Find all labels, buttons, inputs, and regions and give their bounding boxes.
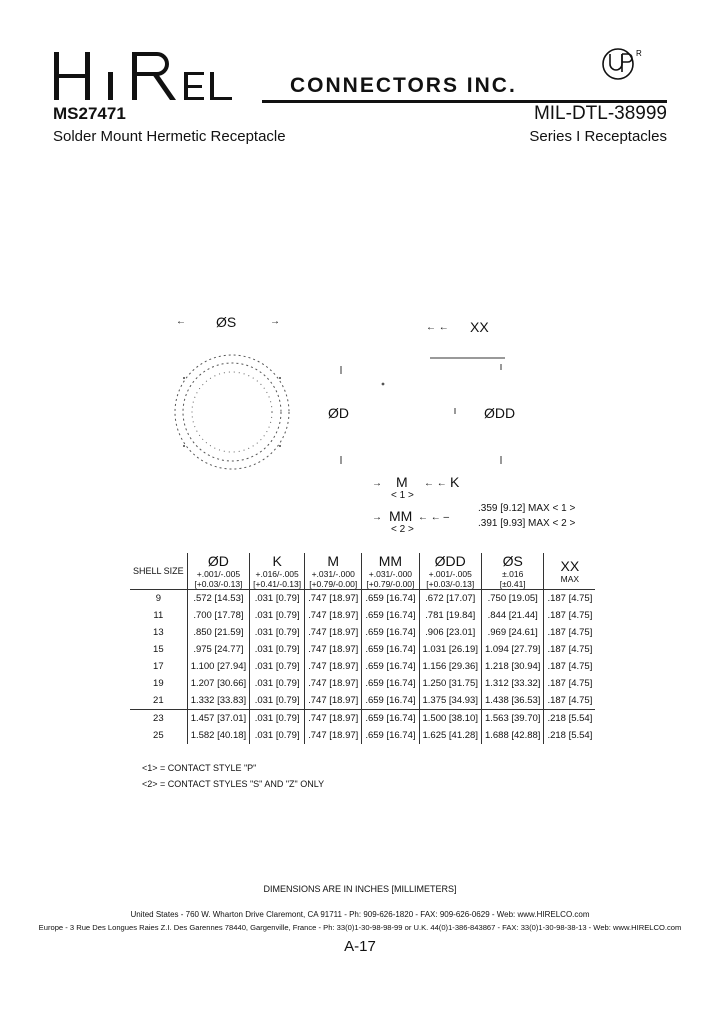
dimension-cell: 1.031 [26.19] — [419, 641, 481, 658]
dimension-cell: .700 [17.78] — [187, 607, 249, 624]
dimension-cell: 1.582 [40.18] — [187, 727, 249, 744]
series-label: Series I Receptacles — [529, 128, 667, 145]
table-body — [130, 590, 595, 745]
dimension-cell: .187 [4.75] — [547, 627, 593, 638]
dimension-cell: .747 [18.97] — [305, 727, 362, 744]
dim-mm-label: MM — [389, 508, 413, 524]
company-name: CONNECTORS INC. — [290, 74, 517, 97]
dim-mm-arrow-right: ← ← – — [418, 512, 450, 523]
dimension-cell: .844 [21.44] — [481, 607, 543, 624]
shell-size-cell: 25 — [130, 727, 187, 744]
dim-m-arrow: → — [372, 478, 382, 489]
dim-s-arrow-right: → — [270, 316, 280, 327]
dimension-cell: .031 [0.79] — [250, 658, 305, 675]
dim-k-arrow: ← ← — [424, 478, 447, 489]
table-row — [130, 590, 595, 608]
dimension-cell: .659 [16.74] — [362, 727, 419, 744]
dimension-cell: 1.094 [27.79] — [481, 641, 543, 658]
dimension-cell: .975 [24.77] — [187, 641, 249, 658]
table-row — [130, 692, 595, 710]
col-header-s: ØS ±.016 [±0.41] — [481, 553, 543, 590]
dimension-cell: .187 [4.75] — [547, 678, 593, 689]
ul-recognition-icon — [600, 44, 642, 93]
dimension-cell: .031 [0.79] — [250, 710, 305, 728]
shell-size-cell: 19 — [130, 675, 187, 692]
dim-mm-arrow: → — [372, 512, 382, 523]
dimension-cell: .187 [4.75] — [547, 644, 593, 655]
table-row — [130, 641, 595, 658]
spec-number: MIL-DTL-38999 — [533, 103, 667, 124]
col-header-mm: MM +.031/-.000 [+0.79/-0.00] — [362, 553, 419, 590]
dimension-cell: 1.625 [41.28] — [419, 727, 481, 744]
dim-s-label: ØS — [216, 314, 237, 330]
col-header-k: K +.016/-.005 [+0.41/-0.13] — [250, 553, 305, 590]
dimension-cell: .031 [0.79] — [250, 590, 305, 608]
dimension-cell: .659 [16.74] — [362, 590, 419, 608]
dimension-cell: .747 [18.97] — [305, 624, 362, 641]
dim-max-2: .391 [9.93] MAX < 2 > — [478, 518, 576, 529]
dimension-cell: .747 [18.97] — [305, 641, 362, 658]
dimension-cell: 1.250 [31.75] — [419, 675, 481, 692]
shell-size-cell: 23 — [130, 710, 187, 728]
dimension-cell: .031 [0.79] — [250, 692, 305, 710]
dimension-cell: .747 [18.97] — [305, 710, 362, 728]
page-number: A-17 — [344, 938, 376, 955]
table-row — [130, 624, 595, 641]
us-contact: United States - 760 W. Wharton Drive Claremont, CA 91711 - Ph: 909-626-1820 - FAX: 909-626-0629 - Web: www.HIRELCO.com — [130, 910, 590, 919]
table-row — [130, 607, 595, 624]
dim-xx-arrow: ← ← — [426, 322, 449, 333]
svg-text:R: R — [636, 49, 642, 58]
dimension-cell: .031 [0.79] — [250, 641, 305, 658]
dimension-cell: .659 [16.74] — [362, 710, 419, 728]
shell-size-cell: 13 — [130, 624, 187, 641]
dimension-cell: .031 [0.79] — [250, 607, 305, 624]
shell-size-cell: 11 — [130, 607, 187, 624]
col-header-m: M +.031/-.000 [+0.79/-0.00] — [305, 553, 362, 590]
units-note: DIMENSIONS ARE IN INCHES [MILLIMETERS] — [263, 884, 457, 894]
hirel-logo-graphic — [52, 44, 262, 104]
note-2: <2> = CONTACT STYLES "S" AND "Z" ONLY — [142, 779, 325, 789]
col-header-xx: XX MAX — [544, 553, 595, 590]
part-description: Solder Mount Hermetic Receptacle — [53, 128, 286, 145]
dimension-cell: .747 [18.97] — [305, 607, 362, 624]
dim-max-1: .359 [9.12] MAX < 1 > — [478, 503, 576, 514]
dimension-cell: .187 [4.75] — [547, 610, 593, 621]
dimension-cell: 1.100 [27.94] — [187, 658, 249, 675]
dimension-cell: .187 [4.75] — [547, 695, 593, 706]
dimension-cell: 1.332 [33.83] — [187, 692, 249, 710]
dimension-cell: .031 [0.79] — [250, 727, 305, 744]
dimension-cell: .218 [5.54] — [544, 710, 595, 728]
table-row — [130, 658, 595, 675]
dimension-cell: .659 [16.74] — [362, 692, 419, 710]
dimension-cell: .187 [4.75] — [547, 593, 593, 604]
table-row — [130, 727, 595, 744]
dimension-cell: .218 [5.54] — [547, 730, 593, 741]
dim-mm-note: < 2 > — [391, 524, 414, 535]
note-1: <1> = CONTACT STYLE "P" — [142, 763, 257, 773]
col-header-dd: ØDD +.001/-.005 [+0.03/-0.13] — [419, 553, 481, 590]
dimension-cell: .969 [24.61] — [481, 624, 543, 641]
dim-k-label: K — [450, 474, 460, 490]
dimension-cell: .747 [18.97] — [305, 590, 362, 608]
dimension-cell: .781 [19.84] — [419, 607, 481, 624]
shell-size-cell: 9 — [130, 590, 187, 608]
dim-m-note: < 1 > — [391, 490, 414, 501]
dimension-cell: .750 [19.05] — [481, 590, 543, 608]
dimension-cell: .031 [0.79] — [250, 675, 305, 692]
eu-contact: Europe - 3 Rue Des Longues Raies Z.I. Des Garennes 78440, Gargenville, France - Ph: 33(0)1-30-98-98-99 or U.K. 44(0)1-386-843867 - FAX: 33(0)1-30-98-38-13 - Web: www.HIRELCO.com — [38, 923, 682, 932]
dimension-cell: .659 [16.74] — [362, 607, 419, 624]
dim-xx-label: XX — [470, 319, 489, 335]
dimension-cell: 1.375 [34.93] — [419, 692, 481, 710]
dimension-cell: 1.500 [38.10] — [419, 710, 481, 728]
dimension-cell: .906 [23.01] — [419, 624, 481, 641]
front-view-graphic — [170, 350, 295, 480]
table-row — [130, 675, 595, 692]
dimension-cell: .850 [21.59] — [187, 624, 249, 641]
dimension-cell: .747 [18.97] — [305, 692, 362, 710]
shell-size-header: SHELL SIZE — [130, 553, 187, 590]
dimension-cell: 1.218 [30.94] — [481, 658, 543, 675]
dimension-table — [130, 553, 595, 744]
part-number: MS27471 — [53, 104, 126, 123]
dimension-cell: .747 [18.97] — [305, 658, 362, 675]
dim-s-arrow-left: ← — [176, 316, 186, 327]
dimension-cell: 1.688 [42.88] — [481, 727, 543, 744]
dimension-cell: 1.207 [30.66] — [187, 675, 249, 692]
dimension-cell: 1.457 [37.01] — [187, 710, 249, 728]
col-header-d: ØD +.001/-.005 [+0.03/-0.13] — [187, 553, 249, 590]
dimension-cell: 1.438 [36.53] — [481, 692, 543, 710]
shell-size-cell: 21 — [130, 692, 187, 710]
dimension-cell: .031 [0.79] — [250, 624, 305, 641]
dimension-cell: .187 [4.75] — [547, 661, 593, 672]
shell-size-cell: 15 — [130, 641, 187, 658]
dim-m-label: M — [396, 474, 408, 490]
dimension-cell: .659 [16.74] — [362, 641, 419, 658]
dimension-cell: .672 [17.07] — [419, 590, 481, 608]
dimension-cell: .659 [16.74] — [362, 675, 419, 692]
shell-size-cell: 17 — [130, 658, 187, 675]
dimension-cell: .659 [16.74] — [362, 658, 419, 675]
dimension-cell: 1.563 [39.70] — [481, 710, 543, 728]
dimension-cell: .572 [14.53] — [187, 590, 249, 608]
table-row — [130, 710, 595, 728]
dimension-cell: 1.156 [29.36] — [419, 658, 481, 675]
dim-d-label: ØD — [328, 405, 349, 421]
dimension-cell: .659 [16.74] — [362, 624, 419, 641]
dimension-cell: .747 [18.97] — [305, 675, 362, 692]
dimension-cell: 1.312 [33.32] — [481, 675, 543, 692]
dim-dd-label: ØDD — [484, 405, 516, 421]
company-logo — [52, 44, 262, 104]
